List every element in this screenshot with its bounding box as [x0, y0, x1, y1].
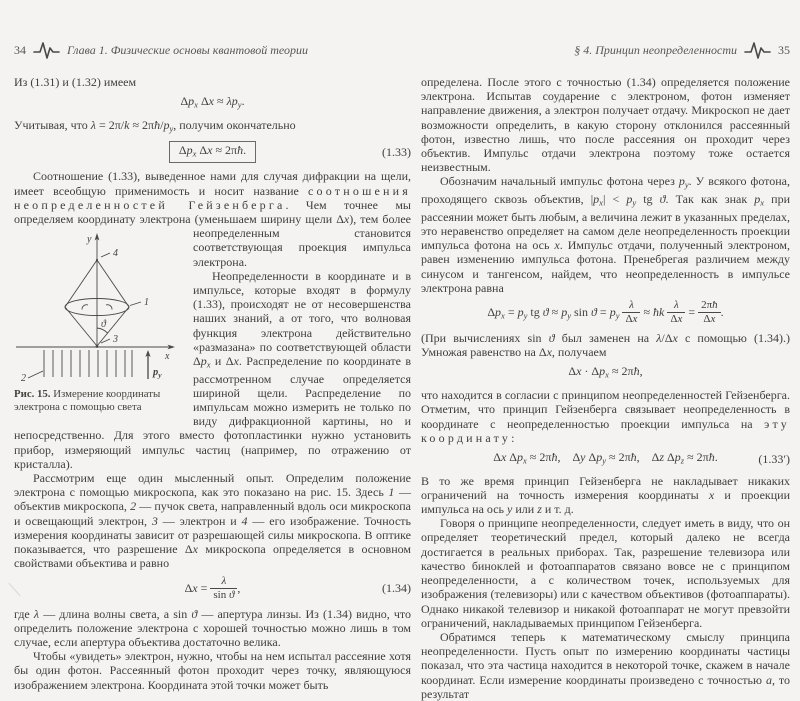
page-number-right: 35 — [778, 42, 790, 57]
right-page-header — [421, 40, 790, 60]
left-page-header — [14, 40, 411, 60]
paragraph-text: более неопределенным становится соответствующая проекция импульса электрона. — [193, 211, 411, 269]
equation-dx-dp — [421, 364, 790, 382]
paragraph-rassmotrim: Рассмотрим еще один мысленный опыт. Определим положение электрона с помощью микроскопа, как это показано на рис. 15. Здесь 1 — объектив микроскопа, 2 — пучок света, направленный вдоль оси микроскопа и освещающий электрон, 3 — электрон и 4 — его изображение. Точность измерения координаты зависит от разрешающей силы микроскопа. В оптике показывается, что разрешение Δx микроскопа определяется в основном свойствами объектива и равно — [14, 471, 412, 571]
paragraph-chto-nahoditsya: что находится в согласии с принципом неопределенностей Гейзенберга. Отметим, что принцип Гейзенберга связывает неопределенность в координате с неопределенностью проекции импульса на эту координату: — [421, 388, 790, 445]
running-title-left: Глава 1. Физические основы квантовой теории — [67, 42, 309, 57]
equation-number: (1.33′) — [758, 451, 790, 466]
pulse-divider-icon — [33, 40, 60, 60]
paragraph-gde: где λ — длина волны света, а sin ϑ — апертура линзы. Из (1.34) видно, что определить положение электрона с хорошей точностью можно лишь в том случае, если апертура объектива достаточно велика. — [14, 606, 411, 649]
boxed-formula: $\Delta p_x$ Δx ≈ 2πħ. — [169, 141, 256, 164]
formula: Δx $\Delta p_x$ ≈ 2πħ, Δy $\Delta p_y$ ≈ 2πħ, Δz $\Delta p_z$ ≈ 2πħ. — [493, 449, 718, 466]
paragraph-opredelena: определена. После этого с точностью (1.34) определяется положение электрона. Испытав соударение с электроном, фотон изменяет направление движения, а электрон получает отдачу. Микроскоп не дает возможности определить, в какую сторону отклонился рассеянный фотон, известно лишь, что после рассеяния он проходит через объектив. Импульс отдачи электрона поэтому тоже остается неизвестным. — [421, 75, 790, 175]
figure-label-1: 1 — [144, 297, 149, 309]
figure-caption-number: Рис. 15. — [14, 388, 51, 401]
axis-label-y: y — [87, 234, 92, 246]
figure-label-py: $p_y$ — [153, 367, 162, 380]
figure-label-3: 3 — [113, 334, 118, 346]
paragraph-text: Соотношение (1.33), выведенное нами для случая дифракции на щели, имеет всеобщую применимость и носит название соотношения неопределенностей Гейзенберга. Чем точнее мы определяем координату электрона (уменьшаем ширину щели Δx), тем — [14, 169, 411, 226]
running-title-right: § 4. Принцип неопределенности — [574, 42, 737, 57]
paragraph-v-to-zhe: В то же время принцип Гейзенберга не накладывает никаких ограничений на точность измерения координаты x и проекции импульса на ось y или z и т. д. — [421, 473, 790, 517]
pulse-divider-icon — [744, 40, 771, 60]
paragraph-pri-vychisleniyah: (При вычислениях sin ϑ был заменен на λ/Δx с помощью (1.34).) Умножая равенство на Δx, получаем — [421, 331, 791, 360]
formula: $\Delta p_x$ $\Delta x \approx \lambda p_y$. — [180, 94, 245, 110]
equation-1-33-prime — [421, 450, 790, 468]
figure-label-2: 2 — [21, 373, 26, 382]
figure-label-theta: ϑ — [101, 319, 106, 331]
formula: $\Delta p_x = p_y$ tg $ϑ \approx p_y$ $\sin ϑ = p_y$ $\frac{\lambda}{\Delta x}$ ≈ ħk $\frac{\lambda}{\Delta x}$ = $\frac{2\pi ħ}{\Delta x}$ . — [487, 299, 724, 326]
paragraph-uchityvaya: Учитывая, что $\lambda = 2\pi/k \approx 2\pi ħ/p_y$, получим окончательно — [14, 117, 296, 134]
formula: $\Delta x \cdot \Delta p_x$ ≈ 2πħ, — [568, 364, 643, 380]
right-page — [421, 0, 790, 701]
page-number-left: 34 — [14, 42, 26, 57]
equation-dp-dx-lambda — [14, 94, 411, 112]
figure-caption — [14, 388, 182, 414]
equation-number: (1.33) — [382, 144, 411, 159]
figure-label-4: 4 — [113, 248, 118, 260]
left-page — [14, 0, 411, 692]
equation-number: (1.34) — [382, 580, 411, 595]
equation-dp-chain — [421, 300, 790, 325]
figure-caption-text: Измерение координаты электрона с помощью света — [14, 388, 161, 414]
figure-15-diagram — [14, 229, 182, 381]
axis-label-x: x — [165, 351, 170, 363]
paragraph-oboznachim: Обозначим начальный импульс фотона через $p_y$. У всякого фотона, проходящего сквозь объектив, $|p_x| < p_y$ tg ϑ. Так как знак $p_x$ при рассеянии может быть любым, а величина лежит в указанных пределах, это неравенство определяет на самом деле неопределенность проекции импульса фотона на ось x. Импульс отдачи, полученный электроном, равен изменению импульса фотона. Пренебрегая различием между синусом и тангенсом, найдем, что неопределенность в импульсе электрона равна — [421, 174, 791, 295]
paragraph-neopredelennosti: Неопределенности в координате и в импульсе, которые входят в формулу (1.33), происходят не от несовершенства наших знаний, а от того, что волновая функция электрона действительно «размазана» по соответствующей области $\Delta p_x$ и Δx. Распределение по координате в рассмотренном случае определяется шириной щели. Распределение по импульсам можно измерить не только по виду дифракционной картины, но и непосредственно. Для этого вместо фотопластинки нужно установить прибор, измеряющий импульс частиц (например, по отражению от кристалла). — [14, 268, 411, 471]
figure-15 — [14, 229, 182, 414]
paragraph-obratimsya: Обратимся теперь к математическому смыслу принципа неопределенности. Пусть опыт по измерению координаты частицы показал, что эта частица находится в некоторой точке, скажем в начале координат. Если измерение координаты произведено с точностью a, то результат — [421, 629, 790, 701]
paragraph-intro: Из (1.31) и (1.32) имеем — [14, 75, 137, 89]
equation-1-33 — [14, 141, 411, 164]
paragraph-chtoby: Чтобы «увидеть» электрон, нужно, чтобы на нем испытал рассеяние хотя бы один фотон. Рассеянный фотон проходит через точку, являющуюся изображением электрона. Координата этой точки может быть — [14, 649, 411, 692]
formula: Δx = $\frac{\lambda}{\text{sin ϑ}}$ , — [184, 574, 241, 601]
paragraph-govorya: Говоря о принципе неопределенности, следует иметь в виду, что он определяет теоретический предел, который далеко не всегда достигается в реальных приборах. Так, разрешение телевизора или качество биноклей и фотоаппаратов связано вовсе не с принципом неопределенности, а с количеством точек, используемых для изображения (телевизоры) или с качеством объективов (фотоаппараты). Однако никакой телевизор и никакой фотоаппарат не могут превзойти ограничений, накладываемых принципом Гейзенберга. — [421, 516, 790, 630]
equation-1-34 — [14, 576, 411, 601]
